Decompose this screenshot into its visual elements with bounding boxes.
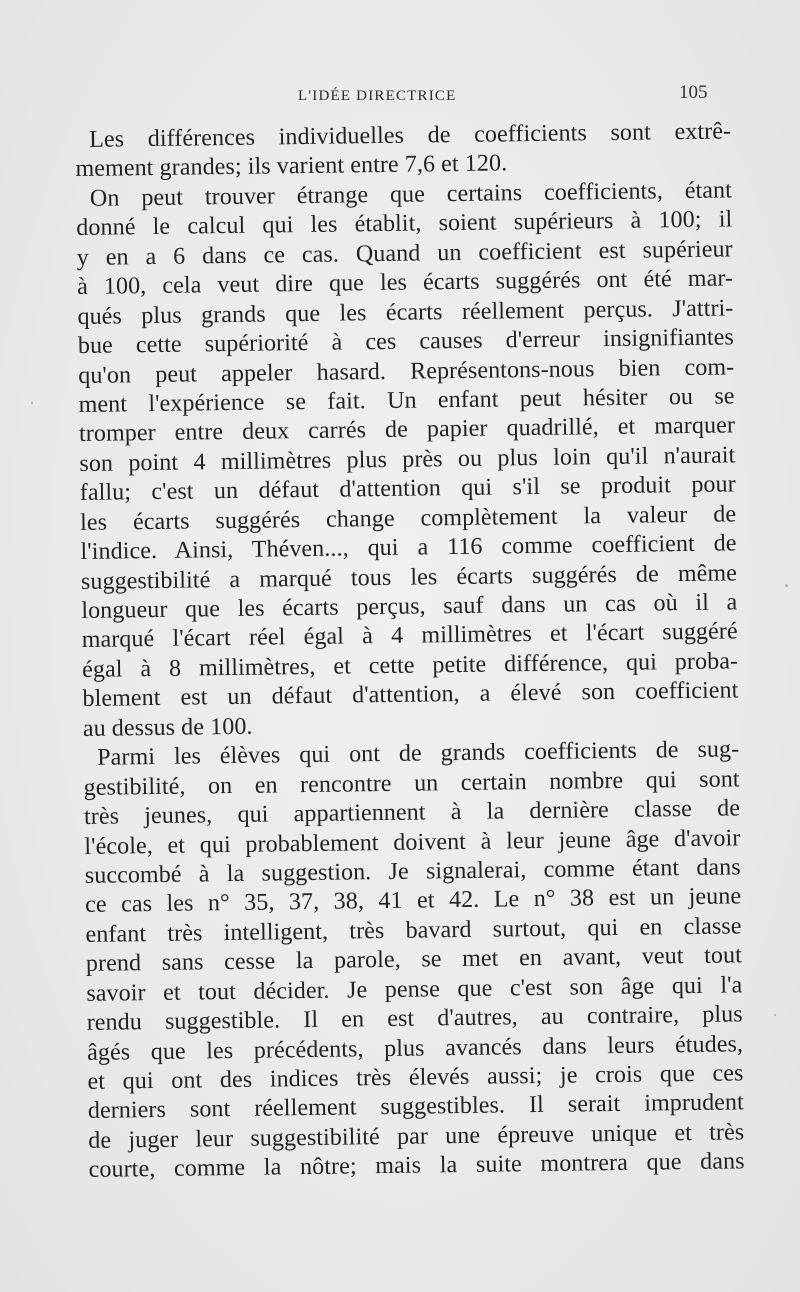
text-line: égal à 8 millimètres, et cette petite différence, qui proba-	[81, 648, 739, 683]
page-header	[0, 82, 800, 114]
text-line: les écarts suggérés change complètement la valeur de	[80, 501, 737, 536]
running-head: L'IDÉE DIRECTRICE	[298, 88, 457, 104]
text-line: On peut trouver étrange que certains coefficients, étant	[89, 177, 733, 212]
text-line: marqué l'écart réel égal à 4 millimètres et l'écart suggéré	[81, 618, 738, 654]
text-line: bue cette supériorité à ces causes d'erreur insignifiantes	[77, 324, 734, 360]
text-line: au dessus de 100.	[82, 713, 253, 742]
text-line: de juger leur suggestibilité par une épreuve unique et très	[88, 1119, 745, 1154]
text-line: tromper entre deux carrés de papier quadrillé, et marquer	[78, 412, 736, 448]
text-line: qués plus grands que les écarts réellement perçus. J'attri-	[77, 295, 734, 330]
body-text	[75, 117, 745, 1185]
text-line: ce cas les n° 35, 37, 38, 41 et 42. Le n° 38 est un jeune	[85, 883, 742, 919]
text-line: donné le calcul qui les établit, soient supérieurs à 100; il	[76, 206, 733, 242]
text-line: savoir et tout décider. Je pense que c'est son âge qui l'a	[86, 972, 743, 1007]
text-line: prend sans cesse la parole, se met en avant, veut tout	[85, 942, 743, 978]
text-line: mement grandes; ils varient entre 7,6 et 120.	[75, 150, 508, 183]
text-line: et qui ont des indices très élevés aussi; je crois que ces	[87, 1060, 744, 1095]
text-line: suggestibilité a marqué tous les écarts suggérés de même	[80, 559, 738, 595]
text-line: courte, comme la nôtre; mais la suite montrera que dans	[88, 1148, 745, 1184]
text-line: l'école, et qui probablement doivent à leur jeune âge d'avoir	[84, 824, 741, 860]
text-line: gestibilité, on en rencontre un certain nombre qui sont	[83, 765, 740, 801]
text-line: ment l'expérience se fait. Un enfant peut hésiter ou se	[78, 383, 735, 418]
text-line: y en a 6 dans ce cas. Quand un coefficient est supérieur	[76, 236, 733, 271]
text-line: succombé à la suggestion. Je signalerai, comme étant dans	[84, 854, 741, 889]
page-number: 105	[679, 82, 708, 103]
text-line: enfant très intelligent, très bavard surtout, qui en classe	[85, 913, 742, 948]
text-line: âgés que les précédents, plus avancés dans leurs études,	[86, 1030, 744, 1066]
text-line: qu'on peut appeler hasard. Représentons-nous bien com-	[78, 353, 735, 389]
text-line: très jeunes, qui appartiennent à la dernière classe de	[83, 795, 741, 831]
text-line: l'indice. Ainsi, Théven..., qui a 116 comme coefficient de	[80, 530, 737, 566]
text-line: rendu suggestible. Il en est d'autres, au contraire, plus	[86, 1001, 743, 1037]
paper-speck	[31, 402, 33, 404]
text-line: longueur que les écarts perçus, sauf dans un cas où il a	[81, 589, 738, 624]
text-line: Parmi les élèves qui ont de grands coefficients de sug-	[97, 736, 740, 771]
text-line: Les différences individuelles de coefficients sont extrê-	[89, 118, 732, 153]
paper-speck	[774, 1014, 776, 1016]
text-line: à 100, cela veut dire que les écarts suggérés ont été mar-	[76, 265, 734, 301]
text-line: derniers sont réellement suggestibles. Il serait imprudent	[87, 1089, 745, 1125]
paper-speck	[785, 584, 788, 587]
text-line: son point 4 millimètres plus près ou plus loin qu'il n'aurait	[79, 442, 736, 477]
text-line: blement est un défaut d'attention, a élevé son coefficient	[82, 677, 739, 713]
text-line: fallu; c'est un défaut d'attention qui s'il se produit pour	[79, 471, 736, 507]
